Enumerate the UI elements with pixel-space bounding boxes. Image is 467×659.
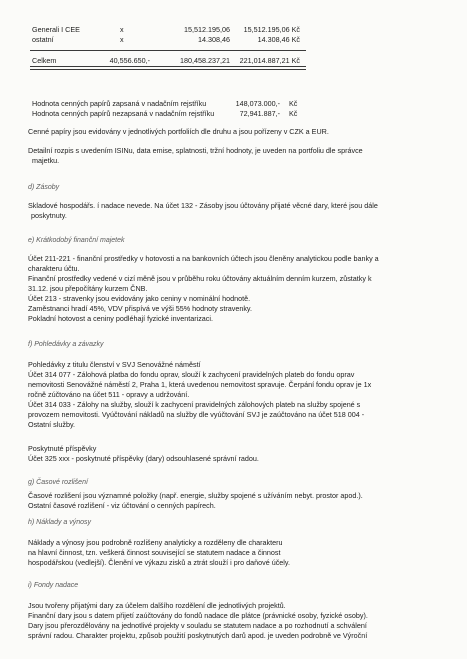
section-f-line: Ostatní služby. xyxy=(28,420,76,429)
detail-note-line: majetku. xyxy=(32,156,60,165)
section-e-line: 31.12. jsou přepočítány kurzem ČNB. xyxy=(28,284,148,293)
section-d-title: d) Zásoby xyxy=(28,184,60,191)
table-row-2-a: x xyxy=(120,35,124,44)
section-f-contributions xyxy=(28,444,259,464)
table-divider xyxy=(30,50,306,51)
section-e-line: Účet 213 - stravenky jsou evidovány jako ceniny v nominální hodnotě. xyxy=(28,294,251,303)
section-f-line: Účet 314 077 - Zálohová platba do fondu oprav, slouží k zachycení pravidelných plateb do fondu oprav xyxy=(28,370,355,379)
section-h-line: hospodářskou (vedlejší). Členění ve výkazu zisků a ztrát slouží i pro daňové účely. xyxy=(28,558,290,567)
table-total-c: 221,014.887,21 Kč xyxy=(239,56,300,65)
section-i-title: i) Fondy nadace xyxy=(28,582,79,589)
section-g-title: g) Časové rozlišení xyxy=(28,479,88,486)
section-e-line: Pokladní hotovost a ceniny podléhají fyzické inventarizaci. xyxy=(28,314,213,323)
section-f-line: Účet 325 xxx - poskytnuté příspěvky (dary) odsouhlasené správní radou. xyxy=(28,454,259,463)
section-f-line: provozem nemovitosti. Vyúčtování nákladů na služby dle vyúčtování SVJ je zaúčtováno na účet 518 004 - xyxy=(28,410,365,419)
section-f-line: Pohledávky z titulu členství v SVJ Senovážné náměstí xyxy=(28,360,201,369)
valuation-2-unit: Kč xyxy=(289,109,298,118)
table-row-1-name: Generali I CEE xyxy=(32,25,80,34)
section-e-line: Zaměstnanci hradí 45%, VDV přispívá ve výši 55% hodnoty stravenky. xyxy=(28,304,252,313)
section-h-body xyxy=(28,538,290,568)
table-total-a: 40,556.650,- xyxy=(109,56,150,65)
section-e-line: Finanční prostředky vedené v cizí měně jsou v průběhu roku účtovány aktuálním denním kurzem, zůstatky k xyxy=(28,274,372,283)
section-i-line: správní radou. Charakter projektu, způsob použití poskytnutých darů apod. je uveden podrobně ve Výroční xyxy=(28,631,368,640)
securities-note: Cenné papíry jsou evidovány v jednotlivých portfoliích dle druhu a jsou pořízeny v CZK a EUR. xyxy=(28,127,329,136)
section-e-title: e) Krátkodobý finanční majetek xyxy=(28,237,125,244)
section-g-line: Časové rozlišení jsou významné položky (např. energie, služby spojené s užíváním nebyt. prostor apod.). xyxy=(28,491,363,500)
section-f-line: Účet 314 033 - Zálohy na služby, slouží k zachycení pravidelných zálohových plateb na služby spojené s xyxy=(28,400,361,409)
valuation-1-value: 148,073.000,- xyxy=(235,99,280,108)
section-d-body xyxy=(28,201,378,221)
table-row-1-c: 15,512.195,06 Kč xyxy=(243,25,300,34)
detail-note-line: Detailní rozpis s uvedením ISINu, data emise, splatnosti, tržní hodnoty, je uveden na portfoliu dle správce xyxy=(28,146,363,155)
section-i-line: Finanční dary jsou s datem přijetí zaúčtovány do fondů nadace dle plátce (právnické osoby, fyzické osoby). xyxy=(28,611,368,620)
section-e-line: Účet 211-221 - finanční prostředky v hotovosti a na bankovních účtech jsou členěny analytickou podle banky a xyxy=(28,254,379,263)
section-g-line: Ostatní časové rozlišení - viz účtování o cenných papírech. xyxy=(28,501,216,510)
section-d-line: Skladové hospodářs. í nadace nevede. Na účet 132 - Zásoby jsou účtovány přijaté věcné dary, které jsou dále xyxy=(28,201,378,210)
table-row-2-name: ostatní xyxy=(32,35,54,44)
section-g-body xyxy=(28,491,363,511)
section-i-body xyxy=(28,601,368,641)
section-h-title: h) Náklady a výnosy xyxy=(28,519,92,526)
valuation-1-label: Hodnota cenných papírů zapsaná v nadačním rejstříku xyxy=(32,99,207,108)
section-i-line: Dary jsou přerozdělovány na jednotlivé projekty v souladu se statutem nadace a po rozhodnutí a schválení xyxy=(28,621,367,630)
section-h-line: Náklady a výnosy jsou podrobně rozlišeny analyticky a rozděleny dle charakteru xyxy=(28,538,283,547)
section-h-line: na hlavní činnost, tzn. veškerá činnost související se statutem nadace a činnost xyxy=(28,548,281,557)
table-total-underline xyxy=(30,66,306,70)
section-d-line: poskytnuty. xyxy=(31,211,67,220)
table-row-2-b: 14.308,46 xyxy=(198,35,230,44)
table-total-name: Celkem xyxy=(32,56,57,65)
table-row-2-c: 14.308,46 Kč xyxy=(257,35,300,44)
table-row-1-a: x xyxy=(120,25,124,34)
table-row-1-b: 15,512.195,06 xyxy=(184,25,230,34)
section-f-body xyxy=(28,360,371,430)
detail-note xyxy=(28,146,363,166)
section-e-line: charakteru účtu. xyxy=(28,264,80,273)
section-i-line: Jsou tvořeny přijatými dary za účelem dalšího rozdělení dle jednotlivých projektů. xyxy=(28,601,286,610)
section-f-title: f) Pohledávky a závazky xyxy=(28,341,104,348)
valuation-2-value: 72,941.887,- xyxy=(239,109,280,118)
valuation-1-unit: Kč xyxy=(289,99,298,108)
section-f-line: Poskytnuté příspěvky xyxy=(28,444,97,453)
section-f-line: ročně zúčtováno na účet 511 - opravy a udržování. xyxy=(28,390,190,399)
table-total-b: 180,458.237,21 xyxy=(180,56,230,65)
section-f-line: nemovitosti Senovážné náměstí 2, Praha 1, která uvedenou nemovitost spravuje. Čerpání fondu oprav je 1x xyxy=(28,380,372,389)
section-e-body xyxy=(28,254,379,324)
valuation-2-label: Hodnota cenných papírů nezapsaná v nadačním rejstříku xyxy=(32,109,215,118)
